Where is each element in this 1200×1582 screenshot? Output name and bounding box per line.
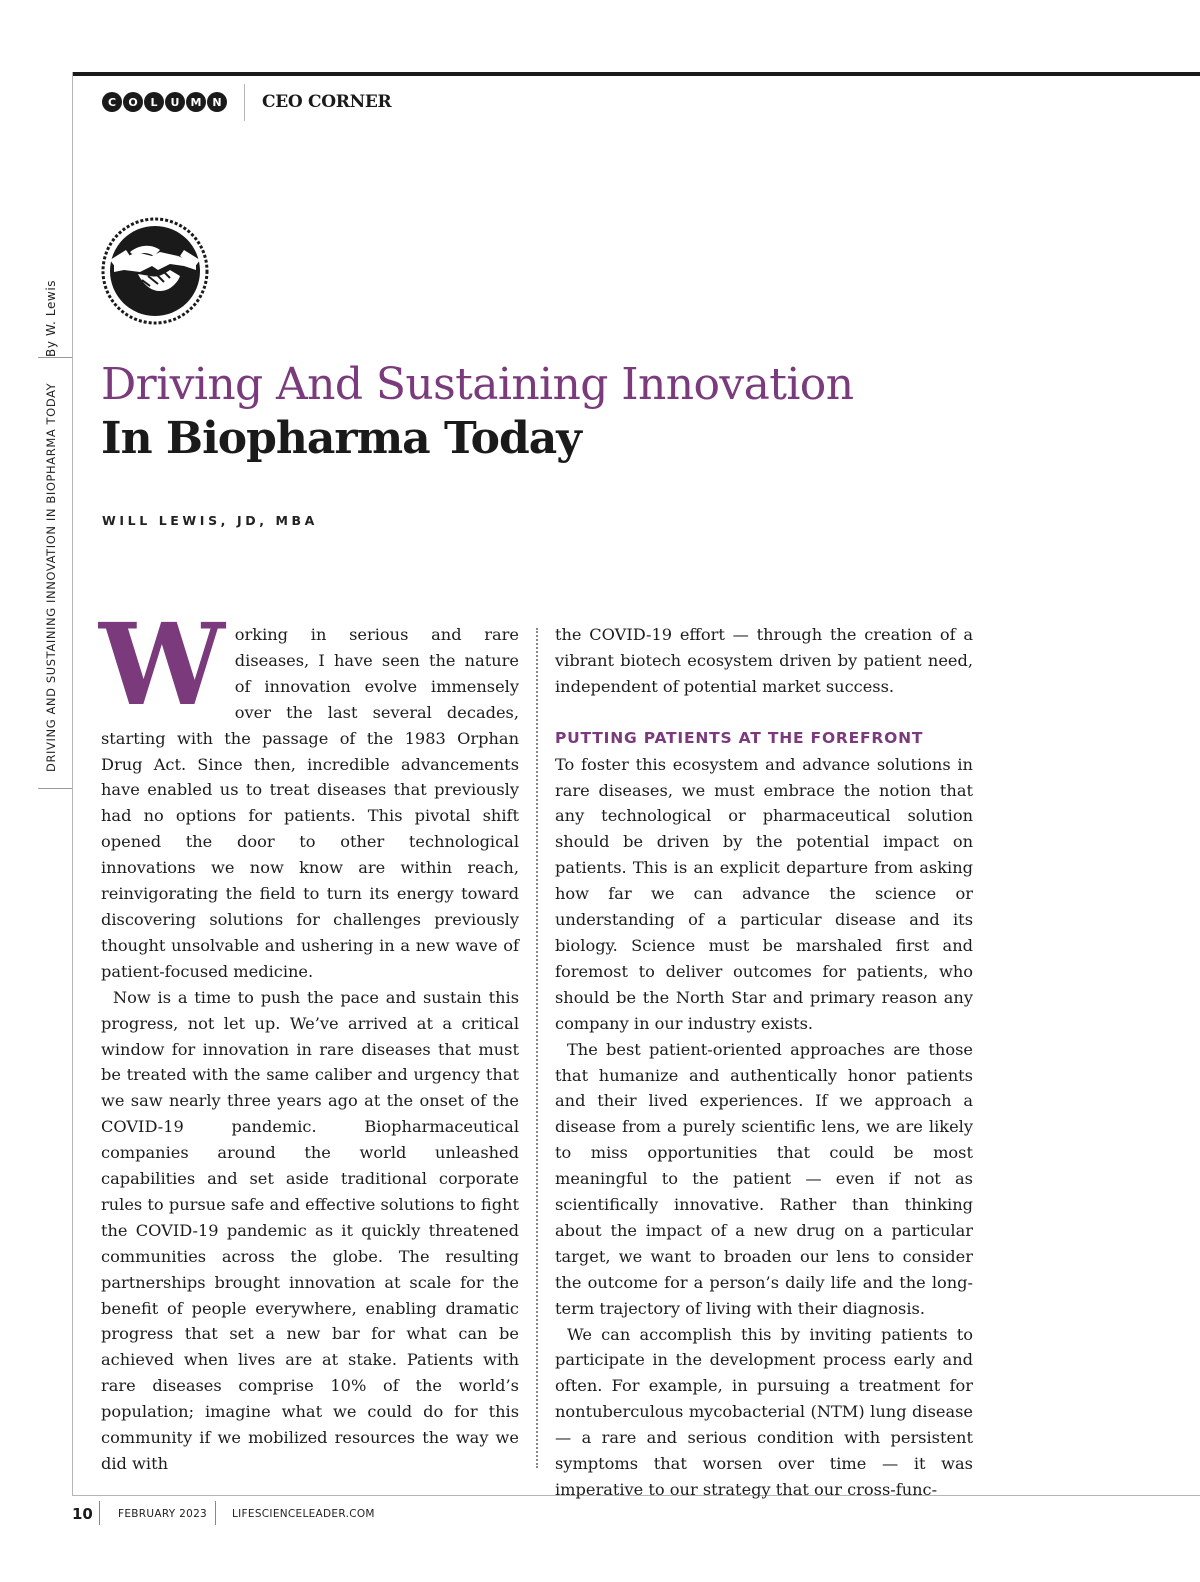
side-byline: By W. Lewis <box>44 279 58 357</box>
header-divider <box>244 84 245 121</box>
paragraph <box>99 600 519 985</box>
badge-letter: U <box>165 92 185 112</box>
column-divider <box>536 628 538 1468</box>
paragraph: Now is a time to push the pace and sustain this progress, not let up. We’ve arrived at a critical window for innovation in rare diseases that must be treated with the same caliber and urgency that we saw nearly three years ago at the onset of the COVID-19 pandemic. Biopharmaceutical companies around the world unleashed capabilities and set aside traditional corporate rules to pursue safe and effective solutions to fight the COVID-19 pandemic as it quickly threatened communities across the globe. The resulting partnerships brought innovation at scale for the benefit of people everywhere, enabling dramatic progress that set a new bar for what can be achieved when lives are at stake. Patients with rare diseases comprise 10% of the world’s population; imagine what we could do for this community if we mobilized resources the way we did with <box>101 987 519 1473</box>
footer-divider <box>215 1501 216 1525</box>
section-label: CEO CORNER <box>262 92 392 112</box>
column-badge <box>102 92 227 112</box>
badge-letter: C <box>102 92 122 112</box>
paragraph: The best patient-oriented approaches are those that humanize and authentically honor patients and their lived experiences. If we approach a disease from a purely scientific lens, we are likely to miss opportunities that could be most meaningful to the patient — even if not as scientifically innovative. Rather than thinking about the impact of a new drug on a particular target, we want to broaden our lens to consider the outcome for a person’s daily life and the long-term trajectory of living with their diagnosis. <box>555 1039 973 1318</box>
page-number: 10 <box>72 1505 93 1523</box>
paragraph: We can accomplish this by inviting patients to participate in the development process early and often. For example, in pursuing a treatment for nontuberculous mycobacterial (NTM) lung disease — a rare and serious condition with persistent symptoms that worsen over time — it was imperative to our strategy that our cross-func- <box>555 1324 973 1499</box>
handshake-icon <box>100 216 210 326</box>
paragraph: the COVID-19 effort — through the creation of a vibrant biotech ecosystem driven by patient need, independent of potential market success. <box>555 625 973 696</box>
paragraph: To foster this ecosystem and advance solutions in rare diseases, we must embrace the notion that any technological or pharmaceutical solution should be driven by the potential impact on patients. This is an explicit departure from asking how far we can advance the science or understanding of a particular disease and its biology. Science must be marshaled first and foremost to deliver outcomes for patients, who should be the North Star and primary reason any company in our industry exists. <box>555 754 973 1033</box>
paragraph-text: orking in serious and rare diseases, I have seen the nature of innovation evolve immensely over the last several decades, starting with the passage of the 1983 Orphan Drug Act. Since then, incredible advancements have enabled us to treat diseases that previously had no options for patients. This pivotal shift opened the door to other technological innovations we now know are within reach, reinvigorating the field to turn its energy toward discovering solutions for challenges previously thought unsolvable and ushering in a new wave of patient-focused medicine. <box>101 625 519 981</box>
issue-date: FEBRUARY 2023 <box>118 1508 208 1520</box>
left-margin-rule <box>72 72 73 1496</box>
badge-letter: N <box>207 92 227 112</box>
side-running-title: DRIVING AND SUSTAINING INNOVATION IN BIOPHARMA TODAY <box>44 382 58 772</box>
side-divider <box>38 357 72 358</box>
article-title-line2: In Biopharma Today <box>101 413 581 464</box>
article-title-line1: Driving And Sustaining Innovation <box>101 359 854 410</box>
publication-site: LIFESCIENCELEADER.COM <box>232 1508 375 1520</box>
body-column-left <box>99 600 519 1477</box>
body-column-right <box>555 622 973 1503</box>
top-rule <box>72 72 1200 76</box>
badge-letter: M <box>186 92 206 112</box>
badge-letter: L <box>144 92 164 112</box>
badge-letter: O <box>123 92 143 112</box>
drop-cap: W <box>99 600 221 731</box>
section-subhead: PUTTING PATIENTS AT THE FOREFRONT <box>555 728 924 747</box>
side-divider <box>38 788 72 789</box>
footer-divider <box>99 1501 100 1525</box>
article-author: WILL LEWIS, JD, MBA <box>102 513 318 528</box>
